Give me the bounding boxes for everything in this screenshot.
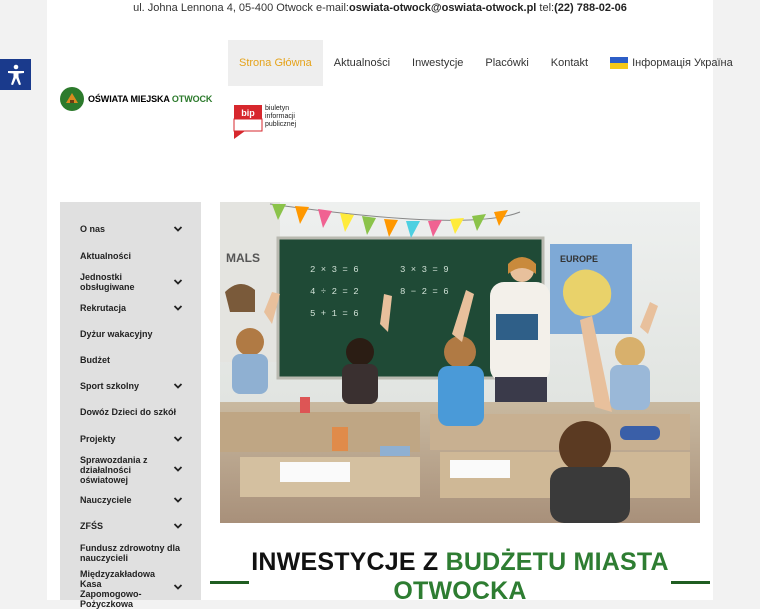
- svg-text:3 × 3 = 9: 3 × 3 = 9: [400, 265, 449, 275]
- phone-link[interactable]: (22) 788-02-06: [554, 2, 627, 14]
- chevron-down-icon[interactable]: [173, 224, 183, 234]
- nav-item-investments[interactable]: Inwestycje: [412, 57, 464, 69]
- sidebar-item-sprawozdania[interactable]: Sprawozdania z działalności oświatowej: [80, 455, 148, 485]
- svg-text:bip: bip: [241, 108, 255, 118]
- sidebar-item-dyzur[interactable]: Dyżur wakacyjny: [80, 329, 153, 339]
- nav-item-news[interactable]: Aktualności: [333, 57, 391, 69]
- sidebar-item-nauczyciele[interactable]: Nauczyciele: [80, 495, 132, 505]
- logo-text: OŚWIATA MIEJSKA OTWOCK: [88, 94, 213, 104]
- main-nav: [228, 40, 744, 86]
- sidebar-item-kasa[interactable]: Międzyzakładowa Kasa Zapomogowo-Pożyczkowa: [80, 569, 156, 609]
- address-text: ul. Johna Lennona 4, 05-400 Otwock e-mail:: [133, 2, 349, 14]
- svg-text:2 × 3 = 6: 2 × 3 = 6: [310, 265, 359, 275]
- nav-item-facilities[interactable]: Placówki: [485, 57, 529, 69]
- chevron-down-icon[interactable]: [173, 434, 183, 444]
- site-logo[interactable]: [60, 87, 212, 111]
- sidebar-item-budzet[interactable]: Budżet: [80, 355, 110, 365]
- svg-text:4 ÷ 2 = 2: 4 ÷ 2 = 2: [310, 287, 359, 297]
- tel-label: tel:: [536, 2, 555, 14]
- accessibility-button[interactable]: [0, 59, 31, 90]
- contact-bar: [0, 2, 760, 14]
- sidebar-item-sport[interactable]: Sport szkolny: [80, 381, 140, 391]
- chevron-down-icon[interactable]: [173, 303, 183, 313]
- hero-image: [220, 202, 700, 523]
- page-heading: INWESTYCJE Z BUDŻETU MIASTA OTWOCKA: [251, 548, 669, 605]
- chevron-down-icon[interactable]: [173, 521, 183, 531]
- bip-link[interactable]: [233, 104, 296, 140]
- sidebar-item-dowoz[interactable]: Dowóz Dzieci do szkół: [80, 407, 177, 417]
- logo-emblem-icon: [60, 87, 84, 111]
- svg-text:8 − 2 = 6: 8 − 2 = 6: [400, 287, 449, 297]
- accessibility-icon: [6, 64, 26, 86]
- chevron-down-icon[interactable]: [173, 464, 183, 474]
- svg-text:5 + 1 = 6: 5 + 1 = 6: [310, 309, 359, 319]
- ukraine-flag-icon: [610, 57, 628, 69]
- bip-logo-icon: [233, 104, 263, 140]
- nav-item-contact[interactable]: Kontakt: [550, 57, 589, 69]
- chevron-down-icon[interactable]: [173, 381, 183, 391]
- chevron-down-icon[interactable]: [173, 582, 183, 592]
- bip-text: biuletyn informacji publicznej: [265, 105, 297, 128]
- sidebar-item-rekrutacja[interactable]: Rekrutacja: [80, 303, 127, 313]
- sidebar-item-projekty[interactable]: Projekty: [80, 434, 116, 444]
- chevron-down-icon[interactable]: [173, 495, 183, 505]
- nav-item-home[interactable]: Strona Główna: [228, 40, 323, 86]
- sidebar-item-aktualnosci[interactable]: Aktualności: [80, 251, 132, 261]
- svg-text:EUROPE: EUROPE: [560, 254, 599, 264]
- sidebar-menu: [60, 202, 201, 609]
- sidebar-item-jednostki[interactable]: Jednostki obsługiwane: [80, 272, 135, 292]
- nav-item-ukraine[interactable]: Інформація Україна: [599, 40, 744, 86]
- svg-text:MALS: MALS: [226, 251, 260, 265]
- chevron-down-icon[interactable]: [173, 277, 183, 287]
- email-link[interactable]: oswiata-otwock@oswiata-otwock.pl: [348, 2, 537, 14]
- sidebar-item-o-nas[interactable]: O nas: [80, 224, 106, 234]
- sidebar-item-zfss[interactable]: ZFŚS: [80, 521, 104, 531]
- sidebar-item-fundusz[interactable]: Fundusz zdrowotny dla nauczycieli: [80, 543, 180, 563]
